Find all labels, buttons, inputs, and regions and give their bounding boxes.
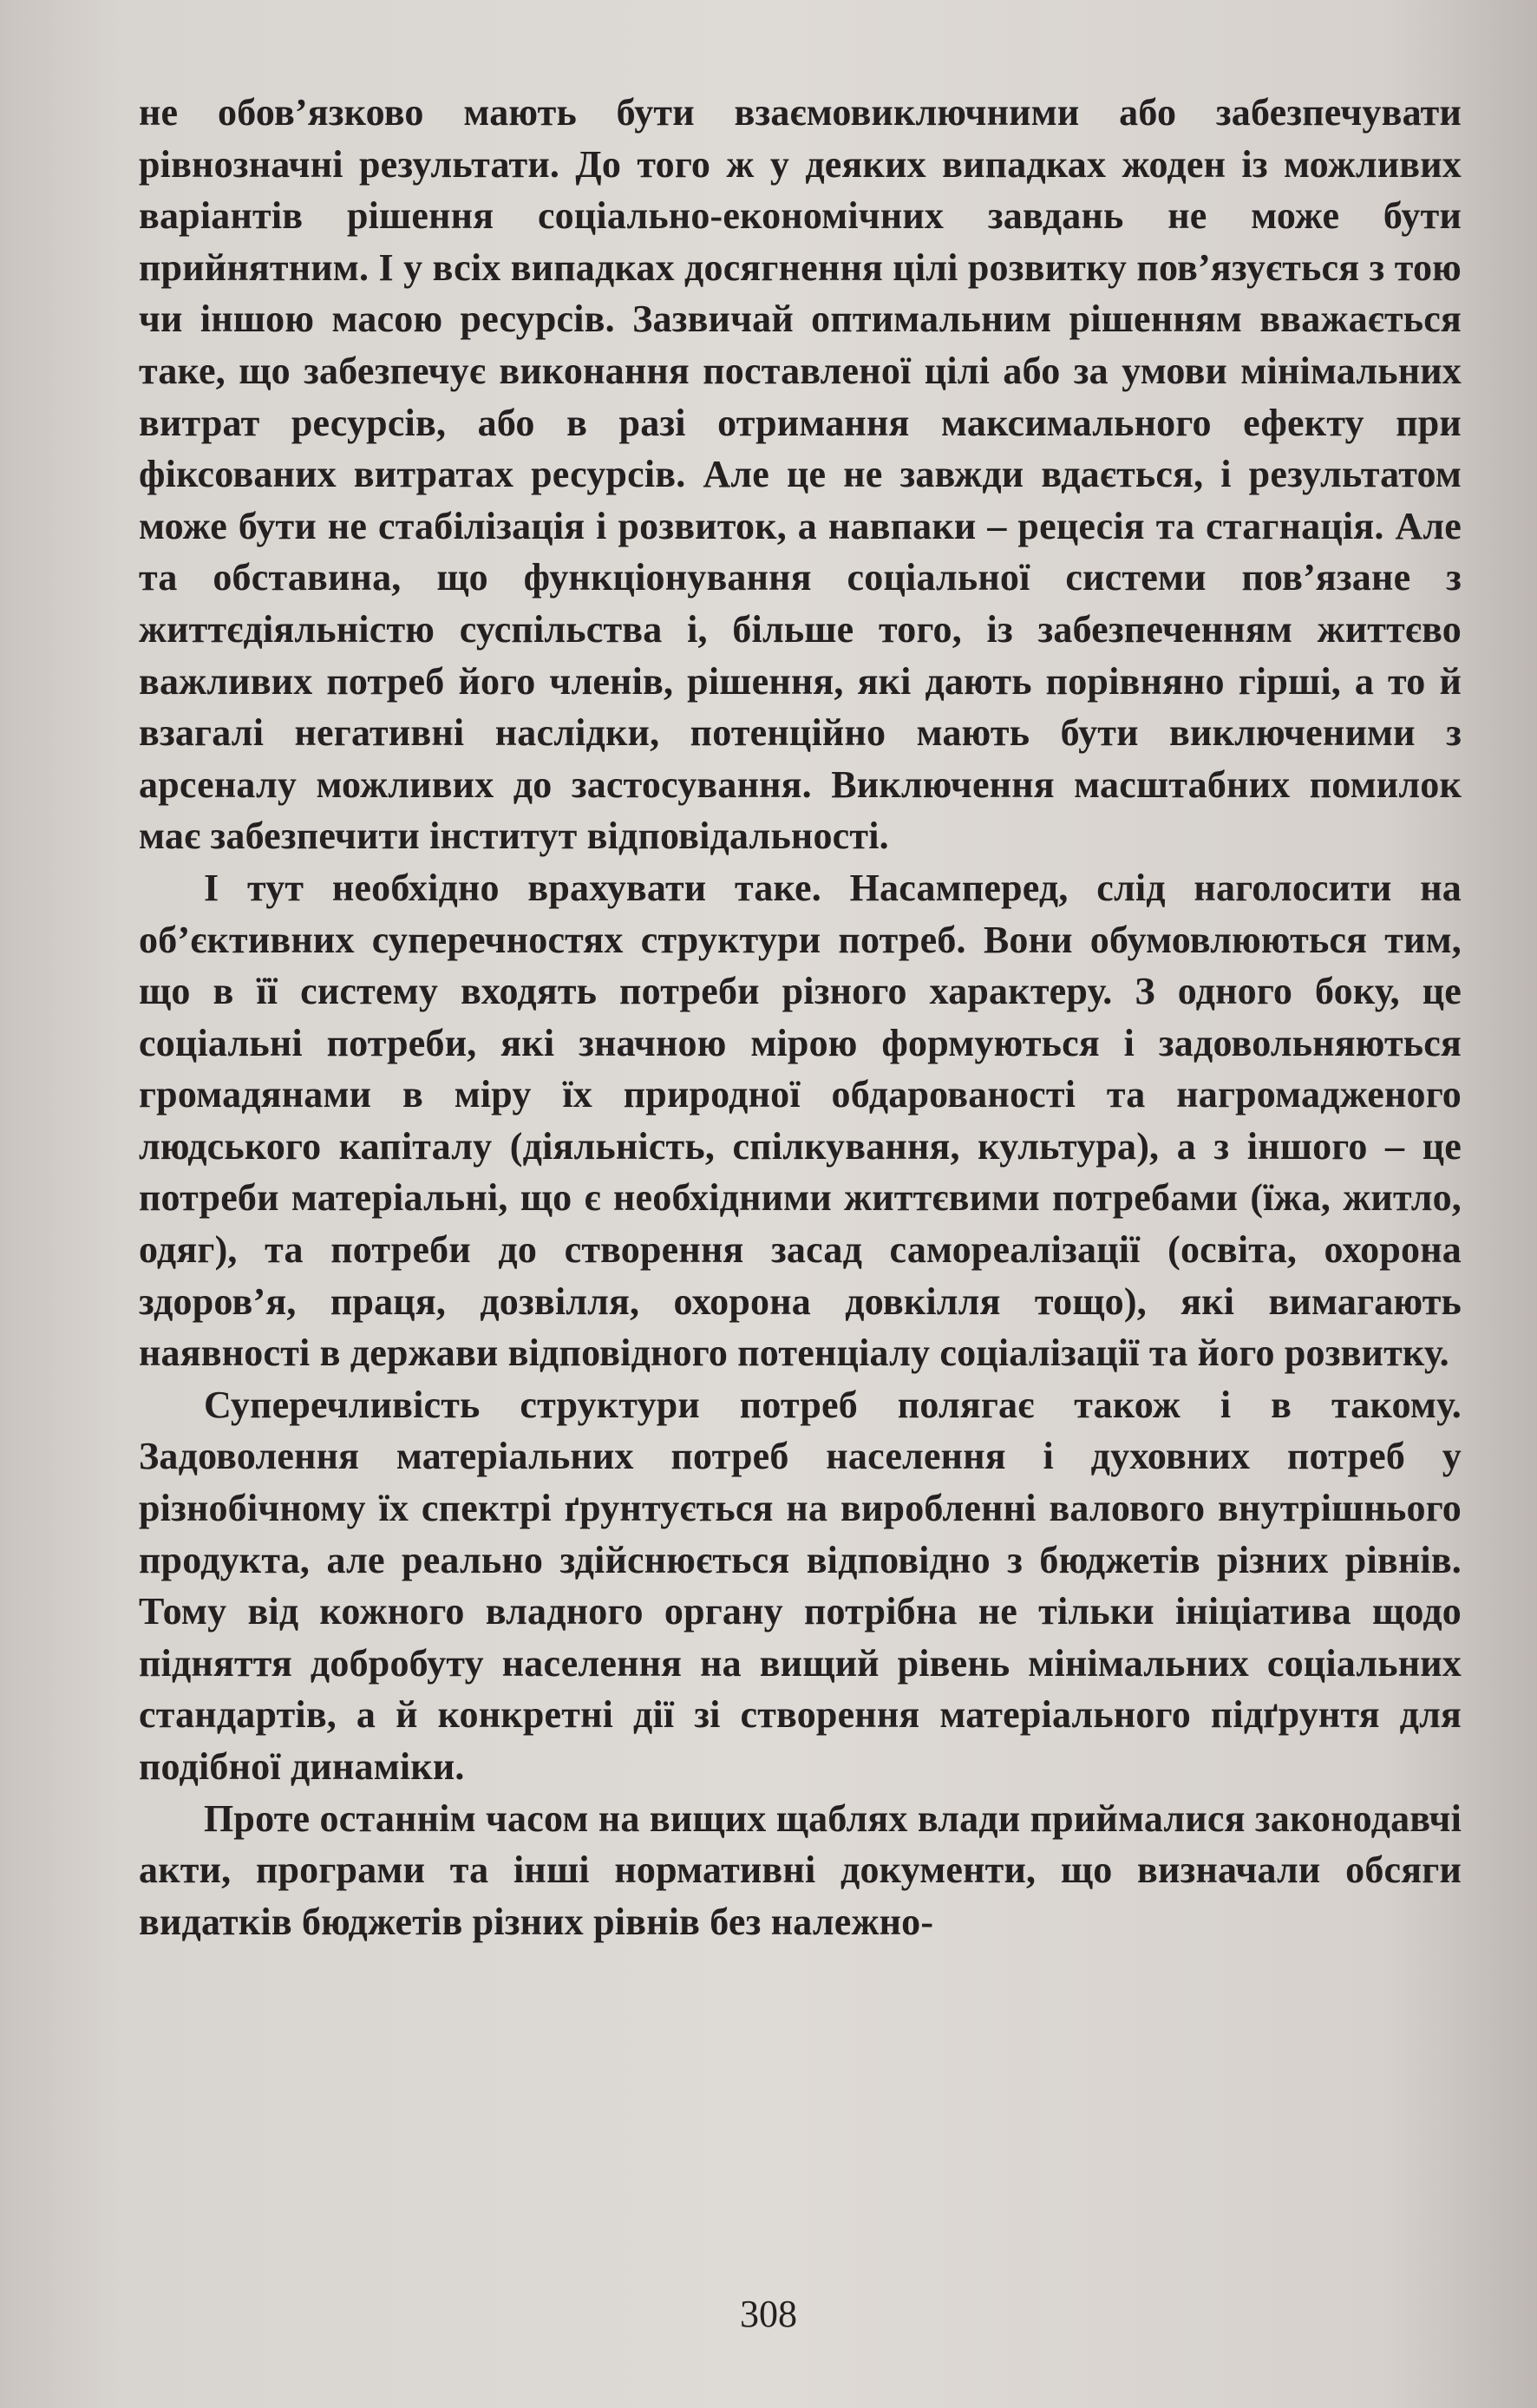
paragraph-2: І тут необхідно врахувати таке. Насамперед, слід наголосити на об’єктивних суперечностях структури потреб. Вони обумовлюються тим, що в її систему входять потреби різного характеру. З одного боку, це соціальні потреби, які значною мірою формуються і задовольняються громадянами в міру їх природної обдарованості та нагромадженого людського капіталу (діяльність, спілкування, культура), а з іншого – це потреби матеріальні, що є необхідними життєвими потребами (їжа, житло, одяг), та потреби до створення засад самореалізації (освіта, охорона здоров’я, праця, дозвілля, охорона довкілля тощо), які вимагають наявності в держави відповідного потенціалу соціалізації та його розвитку. <box>139 866 1462 1375</box>
paragraph-4: Проте останнім часом на вищих щаблях влади приймалися законодавчі акти, програми та інші нормативні документи, що визначали обсяги видатків бюджетів різних рівнів без належно- <box>139 1796 1462 1943</box>
paragraph-1: не обов’язково мають бути взаємовиключними або забезпечувати рівнозначні результати. До того ж у деяких випадках жоден із можливих варіантів рішення соціально-економічних завдань не може бути прийнятним. І у всіх випадках досягнення цілі розвитку пов’язується з тою чи іншою масою ресурсів. Зазвичай оптимальним рішенням вважається таке, що забезпечує виконання поставленої цілі або за умови мінімальних витрат ресурсів, або в разі отримання максимального ефекту при фіксованих витратах ресурсів. Але це не завжди вдається, і результатом може бути не стабілізація і розвиток, а навпаки – рецесія та стагнація. Але та обставина, що функціонування соціальної системи пов’язане з життєдіяльністю суспільства і, більше того, із забезпеченням життєво важливих потреб його членів, рішення, які дають порівняно гірші, а то й взагалі негативні наслідки, потенційно мають бути виключеними з арсеналу можливих до застосування. Виключення масштабних помилок має забезпечити інститут відповідальності. <box>139 91 1462 858</box>
body-text <box>139 87 1462 1947</box>
paragraph-3: Суперечливість структури потреб полягає також і в такому. Задоволення матеріальних потреб населення і духовних потреб у різнобічному їх спектрі ґрунтується на виробленні валового внутрішнього продукта, але реально здійснюється відповідно з бюджетів різних рівнів. Тому від кожного владного органу потрібна не тільки ініціатива щодо підняття добробуту населення на вищий рівень мінімальних соціальних стандартів, а й конкретні дії зі створення матеріального підґрунтя для подібної динаміки. <box>139 1383 1462 1788</box>
page-number: 308 <box>740 2293 797 2335</box>
